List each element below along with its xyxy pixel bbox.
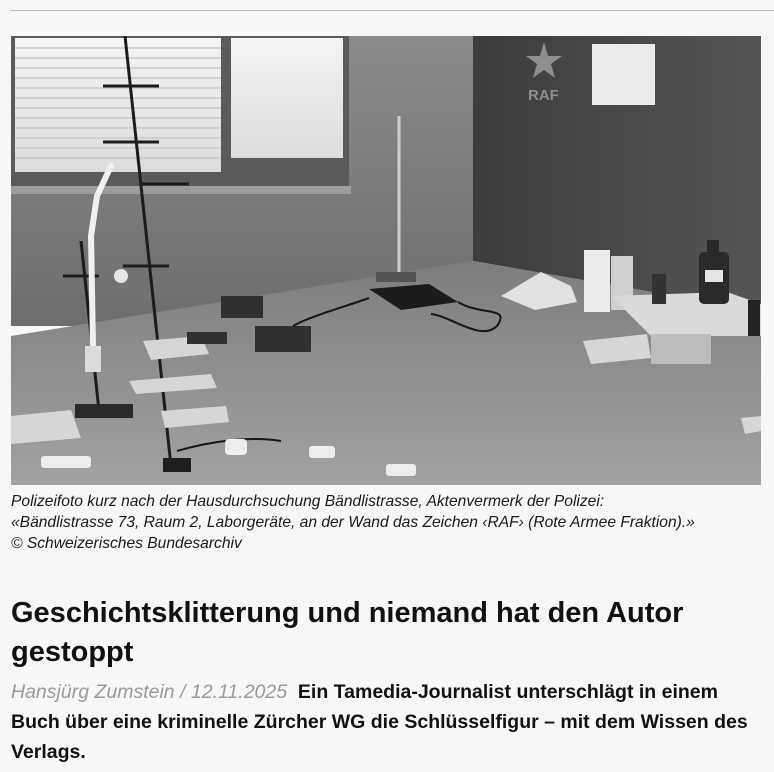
article-photo[interactable]: [11, 36, 761, 485]
caption-line-1: Polizeifoto kurz nach der Hausdurchsuchung Bändlistrasse, Aktenvermerk der Polizei:: [11, 493, 605, 510]
author-name: Hansjürg Zumstein: [11, 681, 175, 703]
byline: [11, 681, 287, 703]
article-teaser[interactable]: [11, 677, 756, 767]
publish-date: 12.11.2025: [190, 681, 288, 703]
top-divider: [10, 10, 774, 11]
caption-credit: © Schweizerisches Bundesarchiv: [11, 535, 242, 552]
photo-caption: [11, 491, 771, 554]
byline-separator: /: [174, 681, 191, 703]
article-lead: Ein Tamedia-Journalist unterschlägt in einem Buch über eine kriminelle Zürcher WG die Schlüsselfigur – mit dem Wissen des Verlags.: [11, 681, 748, 763]
article-headline[interactable]: Geschichtsklitterung und niemand hat den Autor gestoppt: [11, 597, 684, 668]
caption-line-2: «Bändlistrasse 73, Raum 2, Laborgeräte, an der Wand das Zeichen ‹RAF› (Rote Armee Fraktion).»: [11, 514, 695, 531]
raf-sign-text: RAF: [528, 87, 559, 104]
